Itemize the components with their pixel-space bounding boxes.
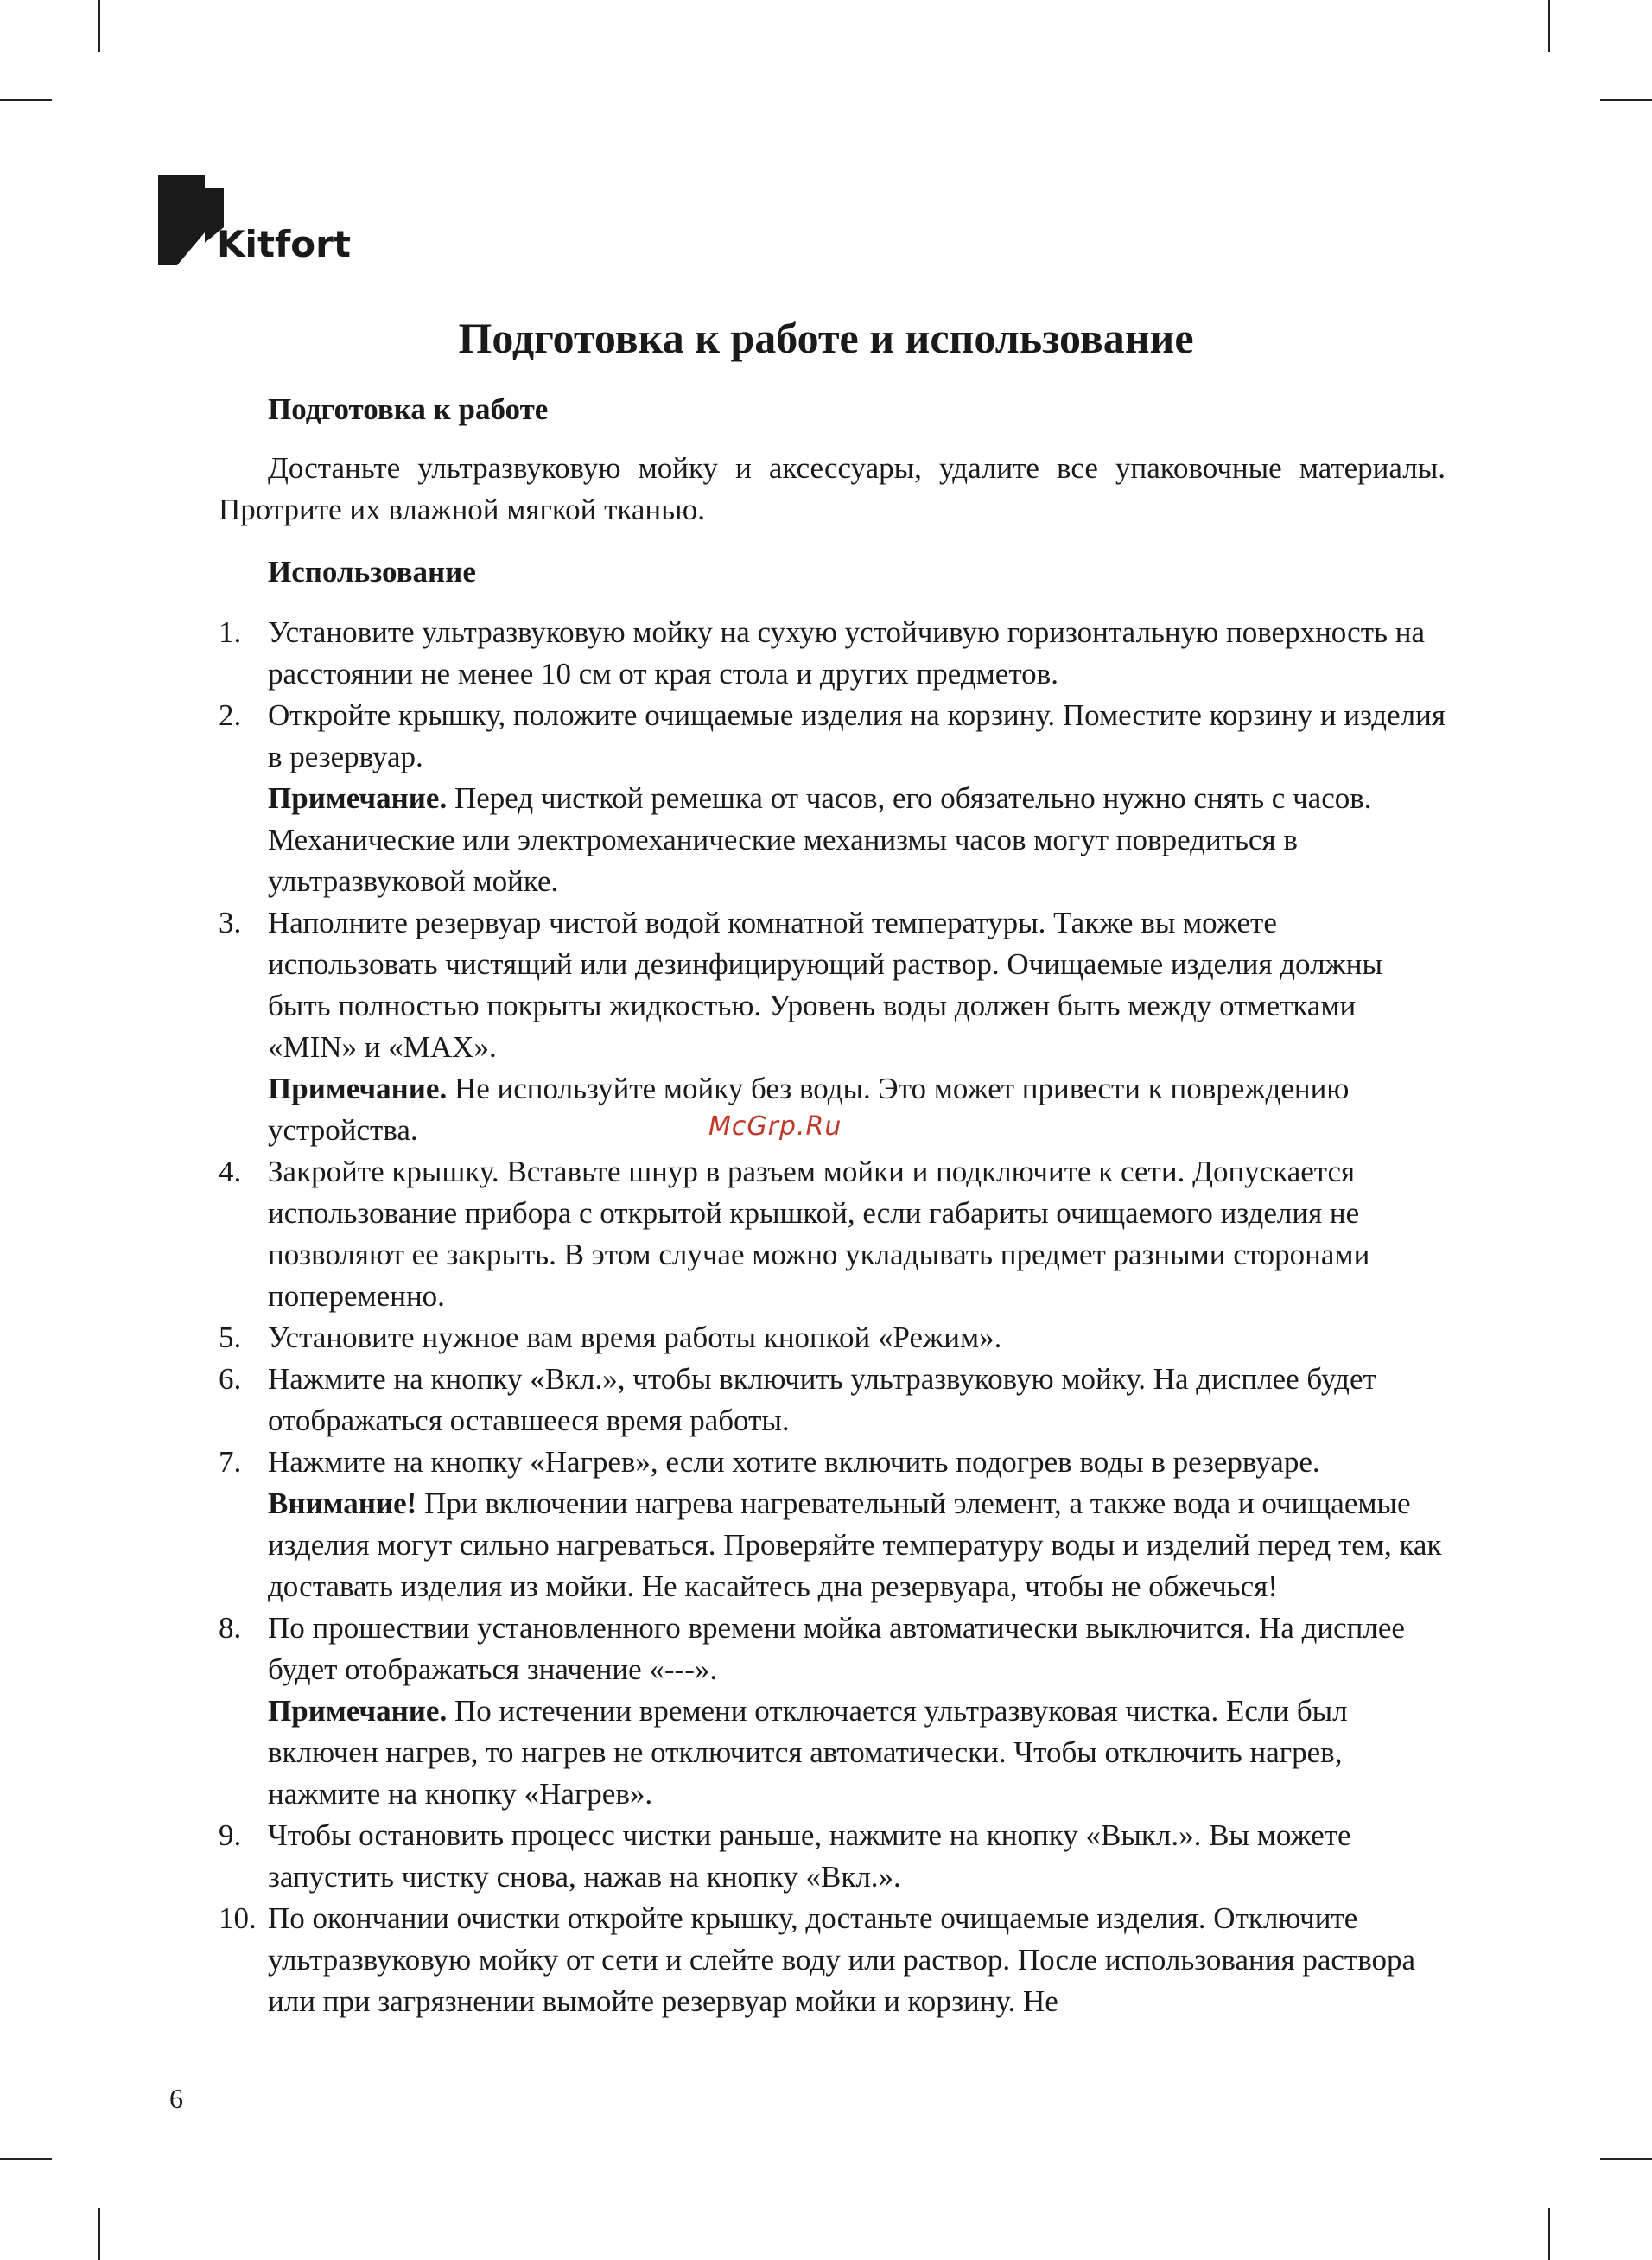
- note-label: Примечание.: [268, 781, 448, 815]
- list-item: 7. Нажмите на кнопку «Нагрев», если хотите включить подогрев воды в резервуаре. Внимание! При включении нагрева нагревательный элемент, а также вода и очищаемые изделия могут сильно нагреваться. Проверяйте температуру воды и изделий перед тем, как доставать изделия из мойки. Не касайтесь дна резервуара, чтобы не обжечься!: [219, 1442, 1446, 1607]
- crop-mark: [98, 2208, 100, 2260]
- note-text: Перед чисткой ремешка от часов, его обязательно нужно снять с часов. Механические или электромеханические механизмы часов могут повредиться в ультразвуковой мойке.: [268, 781, 1372, 898]
- step-text: Установите ультразвуковую мойку на сухую устойчивую горизонтальную поверхность на расстоянии не менее 10 см от края стола и других предметов.: [268, 615, 1425, 691]
- step-text: По прошествии установленного времени мойка автоматически выключится. На дисплее будет отображаться значение «---».: [268, 1611, 1405, 1686]
- step-text: Установите нужное вам время работы кнопкой «Режим».: [268, 1321, 1002, 1354]
- crop-mark: [98, 0, 100, 52]
- document-body: [219, 389, 1446, 2022]
- usage-steps: [219, 612, 1446, 2022]
- note-text: При включении нагрева нагревательный элемент, а также вода и очищаемые изделия могут сильно нагреваться. Проверяйте температуру воды и изделий перед тем, как доставать изделия из мойки. Не касайтесь дна резервуара, чтобы не обжечься!: [268, 1487, 1442, 1603]
- list-item: 1. Установите ультразвуковую мойку на сухую устойчивую горизонтальную поверхность на расстоянии не менее 10 см от края стола и других предметов.: [219, 612, 1446, 695]
- crop-mark: [1548, 2208, 1550, 2260]
- page-title: Подготовка к работе и использование: [458, 314, 1194, 362]
- note-label: Примечание.: [268, 1072, 448, 1105]
- step-note: [268, 1483, 1446, 1607]
- crop-mark: [1600, 99, 1652, 101]
- note-label: Внимание!: [268, 1487, 417, 1520]
- page-number: 6: [169, 2083, 183, 2114]
- note-text: Не используйте мойку без воды. Это может привести к повреждению устройства.: [268, 1072, 1350, 1147]
- step-note: [268, 1690, 1446, 1815]
- watermark: McGrp.Ru: [708, 1111, 842, 1142]
- step-text: Нажмите на кнопку «Вкл.», чтобы включить ультразвуковую мойку. На дисплее будет отображаться оставшееся время работы.: [268, 1362, 1376, 1437]
- step-text: Наполните резервуар чистой водой комнатной температуры. Также вы можете использовать чистящий или дезинфицирующий раствор. Очищаемые изделия должны быть полностью покрыты жидкостью. Уровень воды должен быть между отметками «MIN» и «MAX».: [268, 906, 1382, 1064]
- list-item: 6. Нажмите на кнопку «Вкл.», чтобы включить ультразвуковую мойку. На дисплее будет отображаться оставшееся время работы.: [219, 1359, 1446, 1442]
- list-item: 4. Закройте крышку. Вставьте шнур в разъем мойки и подключите к сети. Допускается использование прибора с открытой крышкой, если габариты очищаемого изделия не позволяют ее закрыть. В этом случае можно укладывать предмет разными сторонами попеременно.: [219, 1151, 1446, 1317]
- list-item: 2. Откройте крышку, положите очищаемые изделия на корзину. Поместите корзину и изделия в резервуар. Примечание. Перед чисткой ремешка от часов, его обязательно нужно снять с часов. Механические или электромеханические механизмы часов могут повредиться в ультразвуковой мойке.: [219, 695, 1446, 902]
- crop-mark: [0, 99, 52, 101]
- step-note: [268, 778, 1446, 902]
- kitfort-mark-icon: [158, 175, 226, 265]
- step-text: Чтобы остановить процесс чистки раньше, нажмите на кнопку «Выкл.». Вы можете запустить чистку снова, нажав на кнопку «Вкл.».: [268, 1818, 1351, 1894]
- step-text: Нажмите на кнопку «Нагрев», если хотите включить подогрев воды в резервуаре.: [268, 1445, 1320, 1479]
- preparation-text: Достаньте ультразвуковую мойку и аксессуары, удалите все упаковочные материалы. Протрите их влажной мягкой тканью.: [219, 451, 1446, 526]
- crop-mark: [0, 2158, 52, 2160]
- section-heading-usage: Использование: [268, 555, 476, 589]
- list-item: 8. По прошествии установленного времени мойка автоматически выключится. На дисплее будет отображаться значение «---». Примечание. По истечении времени отключается ультразвуковая чистка. Если был включен нагрев, то нагрев не отключится автоматически. Чтобы отключить нагрев, нажмите на кнопку «Нагрев».: [219, 1607, 1446, 1815]
- brand-name: Kitfort: [217, 223, 351, 265]
- step-text: По окончании очистки откройте крышку, достаньте очищаемые изделия. Отключите ультразвуковую мойку от сети и слейте воду или раствор. После использования раствора или при загрязнении вымойте резервуар мойки и корзину. Не: [268, 1901, 1416, 2018]
- step-text: Откройте крышку, положите очищаемые изделия на корзину. Поместите корзину и изделия в резервуар.: [268, 698, 1446, 773]
- note-label: Примечание.: [268, 1694, 448, 1728]
- list-item: 9. Чтобы остановить процесс чистки раньше, нажмите на кнопку «Выкл.». Вы можете запустить чистку снова, нажав на кнопку «Вкл.».: [219, 1815, 1446, 1898]
- crop-mark: [1600, 2158, 1652, 2160]
- list-item: 5. Установите нужное вам время работы кнопкой «Режим».: [219, 1317, 1446, 1359]
- step-text: Закройте крышку. Вставьте шнур в разъем мойки и подключите к сети. Допускается использование прибора с открытой крышкой, если габариты очищаемого изделия не позволяют ее закрыть. В этом случае можно укладывать предмет разными сторонами попеременно.: [268, 1155, 1370, 1313]
- crop-mark: [1548, 0, 1550, 52]
- list-item: 3. Наполните резервуар чистой водой комнатной температуры. Также вы можете использовать чистящий или дезинфицирующий раствор. Очищаемые изделия должны быть полностью покрыты жидкостью. Уровень воды должен быть между отметками «MIN» и «MAX». Примечание. Не используйте мойку без воды. Это может привести к повреждению устройства.: [219, 902, 1446, 1151]
- list-item: 10. По окончании очистки откройте крышку, достаньте очищаемые изделия. Отключите ультразвуковую мойку от сети и слейте воду или раствор. После использования раствора или при загрязнении вымойте резервуар мойки и корзину. Не: [219, 1898, 1446, 2022]
- brand-logo: [158, 175, 351, 271]
- section-heading-preparation: Подготовка к работе: [268, 392, 549, 426]
- step-note: [268, 1068, 1446, 1151]
- note-text: По истечении времени отключается ультразвуковая чистка. Если был включен нагрев, то нагрев не отключится автоматически. Чтобы отключить нагрев, нажмите на кнопку «Нагрев».: [268, 1694, 1348, 1811]
